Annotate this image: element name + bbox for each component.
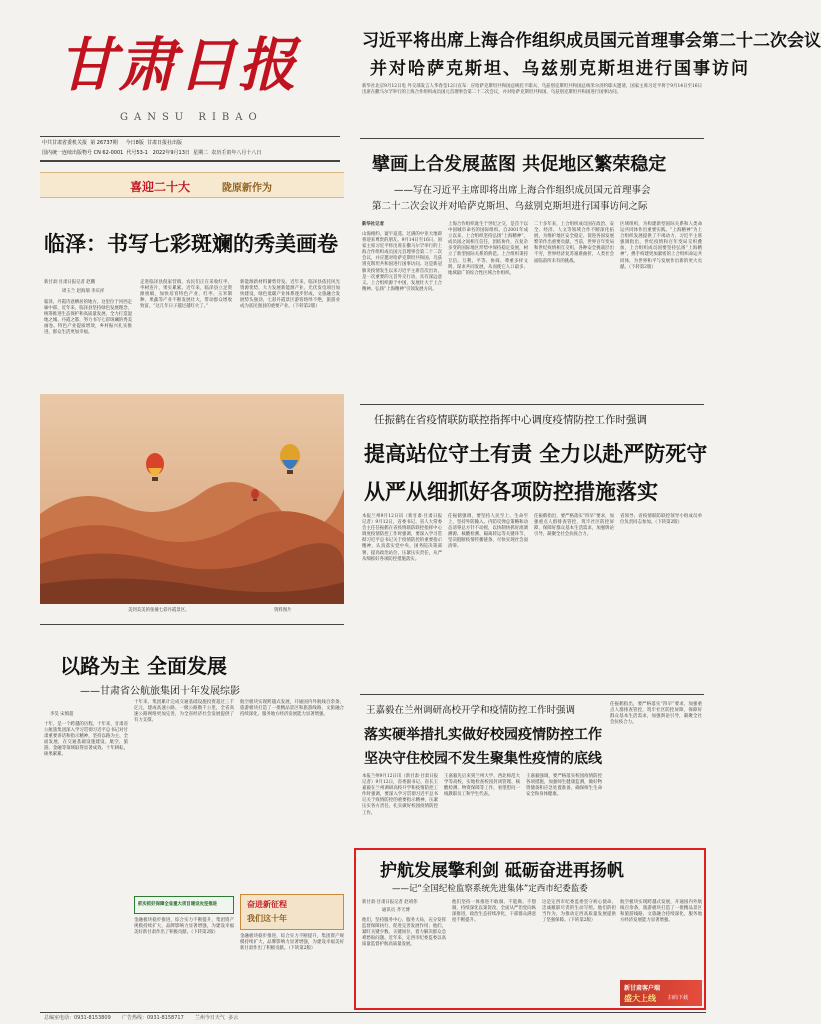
divider [40,1012,706,1013]
ad-text-c: 扫码下载 [668,995,689,1001]
masthead-info-f: 代号53-1 [126,150,148,156]
footer-line [44,1014,704,1022]
epidemic-col2: 任振鹤强调，要坚持人民至上、生命至上，坚持外防输入、内防反弹总策略和动态清零总方针不动摇，以快制快抓好流调溯源、核酸检测、隔离转运等关键环节，坚决阻断疫情传播链条，尽快实现社会面清零。 [448,514,528,550]
series-banner[interactable] [240,894,344,930]
masthead-title: 甘肃日报 [58,31,299,99]
divider [40,160,340,162]
tourism-side-text: 金融板块稳步推进，综合实力不断提升，集团资产规模持续扩大，品牌影响力显著增强，为建设幸福美好新甘肃作出了积极贡献。（下转第2版） [240,934,344,952]
photo-caption-b: 资料图片 [274,608,292,613]
feature-photo [40,394,344,604]
masthead-info-b: 第 26737期 [90,140,118,146]
tourism-col4: 金融板块稳步推进，综合实力不断提升，集团资产规模持续扩大，品牌影响力显著增强，为建设幸福美好新甘肃作出了积极贡献。（下转第2版） [134,918,234,936]
campus-col1: 本报兰州9月12日讯（新甘肃·甘肃日报记者）9月12日，省委副书记、省长王嘉毅在兰州调研高校开学和疫情防控工作时强调，要深入学习贯彻习近平总书记关于疫情防控的重要指示精神，压紧压实各方责任，扎实做好校园疫情防控工作。 [362,774,438,816]
supervision-col4: 航空板块实现跨越式发展，开通国内外航线百余条，旅游板块打造了一批精品景区和旅游线路，文旅融合持续深化，服务地方经济发展能力显著增强。 [620,900,702,924]
epidemic-headline-line2: 从严从细抓好各项防控措施落实 [364,480,658,504]
campus-side-col: 任振鹤指出，要严格落实“四早”要求，加强重点人群排查管控，筑牢社区防控屏障，保障好群众基本生活需求，加强舆论引导，凝聚全社会抗疫合力。 [610,702,702,726]
commentary-subtitle-line2: 第二十二次会议并对哈萨克斯坦、乌兹别克斯坦进行国事访问之际 [372,201,648,212]
lead-body: 新华社北京9月12日电 外交部发言人华春莹12日宣布：应哈萨克斯坦共和国总统托卡耶夫、乌兹别克斯坦共和国总统米尔济约耶夫邀请，国家主席习近平将于9月14日至16日出席在撒马尔罕举行的上海合作组织成员国元首理事会第二十二次会议，并对哈萨克斯坦共和国、乌兹别克斯坦共和国进行国事访问。 [362,84,702,96]
campus-headline-line1: 落实硬举措扎实做好校园疫情防控工作 [364,727,602,743]
commentary-col4: 区域组织，为构建新型国际关系和人类命运共同体作出重要实践。“上海精神”为上合组织发展提供了不竭动力，习近平主席强调指出，世纪疫情和百年变局交织叠加，上合组织成员国要坚持弘扬“上海精神”，携手构建更加紧密的上合组织命运共同体，为世界和平与发展作出新的更大贡献。（下转第2版） [620,222,702,270]
tourism-subtitle: ——甘肃省公航旅集团十年发展综影 [80,686,240,697]
banner-label-a: 喜迎二十大 [130,180,191,194]
footer-a: 总编室电话：0931-8153809 [44,1015,111,1021]
divider [360,694,704,695]
tourism-col3: 航空板块实现跨越式发展，开通国内外航线百余条，旅游板块打造了一批精品景区和旅游线路，文旅融合持续深化，服务地方经济发展能力显著增强。 [240,700,344,718]
masthead-info-line1 [42,139,342,147]
masthead-info-d: 甘肃日报社出版 [147,140,183,146]
notice-box-text: 抓实抓好保障全省重大项目建设攻坚推进 [138,902,218,907]
feature-col1: 临泽，丹霞诗意栖居的地方。这里位于河西走廊中部，近年来，临泽县坚持绿色发展理念，统筹推进生态保护和高质量发展，全力打造湿地之城、丹霞之都，努力书写七彩斑斓的秀美画卷。特色产业提质增效，乡村振兴扎实推进，群众生活更加幸福。 [44,300,132,336]
divider [360,138,704,139]
banner-label-b: 陇原新作为 [222,183,272,194]
masthead-info-c: 今日8版 [125,140,144,146]
commentary-col1: 山海相约，寰宇迢遥。过满的中亚大地即将迎来尊贵的朋友。9月14日至16日，国家主席习近平将出席在撒马尔罕举行的上海合作组织成员国元首理事会第二十二次会议，并应邀对哈萨克斯坦共和国、乌兹别克斯坦共和国进行国事访问。这是新冠肺炎疫情发生以来习近平主席首次出访，是一次重要的元首外交行动，具有深远意义。上合组织源于中国，发展壮大于上合精神。弘扬“上海精神”引领发展方向。 [362,232,442,292]
supervision-byline-b: 通讯员 齐天博 [382,908,410,913]
ad-text-a: 新甘肃客户端 [624,985,661,992]
feature-headline: 临泽：书写七彩斑斓的秀美画卷 [44,232,338,256]
campus-headline-line2: 坚决守住校园不发生聚集性疫情的底线 [364,751,602,767]
footer-c: 兰州今日天气 [194,1015,225,1021]
masthead-info-e: 国内统一连续出版物号 CN 62-0001 [42,150,124,156]
footer-d: 多云 [228,1015,239,1021]
supervision-byline-a: 新甘肃·甘肃日报记者 赵靖伟 [362,900,418,905]
tourism-byline: 李昊 宋慎超 [50,712,74,717]
commentary-headline: 擘画上合发展蓝图 共促地区繁荣稳定 [372,154,667,175]
epidemic-col1: 本报兰州9月12日讯（新甘肃·甘肃日报记者）9月12日，省委书记、省人大常委会主任任振鹤在省疫情联防联控指挥中心调度疫情防控工作时强调，要深入学习贯彻习近平总书记关于疫情防控的重要指示精神，认真落实党中央、国务院决策部署，提高政治站位，压紧压实责任，从严从细抓好各项防控措施落实。 [362,514,442,562]
supervision-col3: 这是定西市纪委监委坚守初心使命、忠诚履职尽责的生动写照。他们的担当作为，为推动定西高质量发展提供了坚强保障。（下转第2版） [542,900,616,924]
feature-byline-a: 新甘肃·甘肃日报记者 赵鹏 [44,280,96,285]
masthead-info-h: 星期二 [193,150,209,156]
series-banner-b: 我们这十年 [247,914,287,923]
supervision-col2: 他们坚持一体推进不敢腐、不能腐、不想腐，持续深化以案促改，全面从严治党向纵深推进，政治生态持续净化，干部群众满意度不断提升。 [452,900,536,924]
lead-headline-line1: 习近平将出席上海合作组织成员国元首理事会第二十二次会议 [362,31,821,51]
tourism-col2: 十年来，集团累计完成交通基础设施投资超过三千亿元，建成高速公路、一级公路数千公里，全省高速公路网络更加完善，为全省经济社会发展提供了有力支撑。 [134,700,234,724]
danxia-landscape-image [40,394,344,604]
masthead-info-i: 农历壬寅年八月十八日 [211,150,262,156]
photo-caption-a: 美到美美的张掖七彩丹霞景区。 [128,608,190,613]
epidemic-headline-line1: 提高站位守土有责 全力以赴严防死守 [364,442,708,466]
footer-b: 广告热线：0931-8158717 [121,1015,184,1021]
masthead-info-line2 [42,149,342,157]
series-banner-a: 奋进新征程 [247,900,287,909]
ad-text-b: 盛大上线 [624,994,656,1003]
masthead-info-g: 2022年9月13日 [152,150,190,156]
feature-col2: 走进临泽县倪家营镇，农民们正在采收红枣，枣树连片，果实累累。近年来，临泽县立足资源禀赋，加快培育特色产业，红枣、玉米制种、果蔬等产业不断发展壮大，带动群众增收致富，“这几年日子越过越红火了。” [140,280,232,310]
tourism-col1: 十年，是一个跨越的历程。十年来，甘肃省公航旅集团深入学习贯彻习近平总书记对甘肃重要讲话和指示精神，坚持以路为主、全面发展，在交通基础设施建设、航空、旅游、金融等领域取得显著成效。十年耕耘，硕果累累。 [44,722,128,758]
divider [40,136,340,137]
commentary-col2: 上海合作组织诞生于世纪之交，是首个以中国城市命名的国际组织。自2001年成立以来，上合组织坚持弘扬“上海精神”，成员国之间相互信任，团结协作，在复杂多变的国际地区形势中保持稳定发展，树立了新型国际关系的典范。上合组织秉持互信、互利、平等、协商、尊重多样文明、谋求共同发展，从而使它人口最多、地域最广的综合性区域合作组织。 [448,222,528,276]
masthead-pinyin: GANSU RIBAO [120,112,263,123]
masthead-info-a: 中共甘肃省委机关报 [42,140,88,146]
feature-col3: 新能源新材料蓄势待发。近年来，临泽县依托风光资源优势，大力发展新能源产业，光伏发电项目加快建设，绿色低碳产业体系逐步形成。文旅融合发展势头强劲，七彩丹霞景区游客络绎不绝，旅游业成为富民强县的重要产业。（下转第2版） [240,280,340,310]
theme-banner [40,172,344,198]
epidemic-col4: 省领导、省疫情联防联控领导小组成员单位负责同志参加。（下转第2版） [620,514,702,526]
supervision-col1: 他们，坚持服务中心、服务大局，充分发挥监督保障执行、促进完善发展作用；他们，紧盯关键少数、关键岗位，着力解决群众急难愁盼问题。近年来，定西市纪委监委以高质量监督护航高质量发展。 [362,918,446,948]
commentary-subtitle-line1: ——写在习近平主席即将出席上海合作组织成员国元首理事会 [394,185,651,196]
divider [360,404,704,405]
supervision-headline: 护航发展擎利剑 砥砺奋进再扬帆 [380,861,624,881]
feature-byline-b: 周玉兰 赵海瑞 李庆祥 [62,289,105,294]
app-promo-ad[interactable] [620,980,702,1006]
campus-col2: 王嘉毅先后来到兰州大学、西北师范大学等高校，实地检查校园封闭管理、核酸检测、物资保障等工作，看望慰问一线教职员工和学生代表。 [444,774,520,798]
commentary-col3: 二十多年来，上合组织成员国在政治、安全、经济、人文等领域合作不断深化拓展，为维护地区安全稳定、促进各国发展繁荣作出重要贡献。当前，世界百年变局和世纪疫情相互交织，各种安全挑战层出不穷，世界经济复苏艰难曲折，人类社会面临前所未有的挑战。 [534,222,614,264]
tourism-headline: 以路为主 全面发展 [60,654,227,678]
epidemic-kicker: 任振鹤在省疫情联防联控指挥中心调度疫情防控工作时强调 [374,414,647,426]
campus-col3: 王嘉毅强调，要严格落实校园疫情防控各项措施，加强师生健康监测，做好物资储备和应急处置准备，确保师生生命安全和身体健康。 [526,774,602,798]
lead-headline-line2: 并对哈萨克斯坦、乌兹别克斯坦进行国事访问 [370,59,750,79]
epidemic-col3: 任振鹤指出，要严格落实“四早”要求，加强重点人群排查管控，筑牢社区防控屏障，保障好群众基本生活需求，加强舆论引导，凝聚全社会抗疫合力。 [534,514,614,538]
commentary-byline: 新华社记者 [362,222,384,227]
supervision-subtitle: ——记“全国纪检监察系统先进集体”定西市纪委监委 [392,884,588,894]
campus-kicker: 王嘉毅在兰州调研高校开学和疫情防控工作时强调 [366,705,576,716]
notice-box[interactable] [134,896,234,914]
divider [40,624,344,625]
